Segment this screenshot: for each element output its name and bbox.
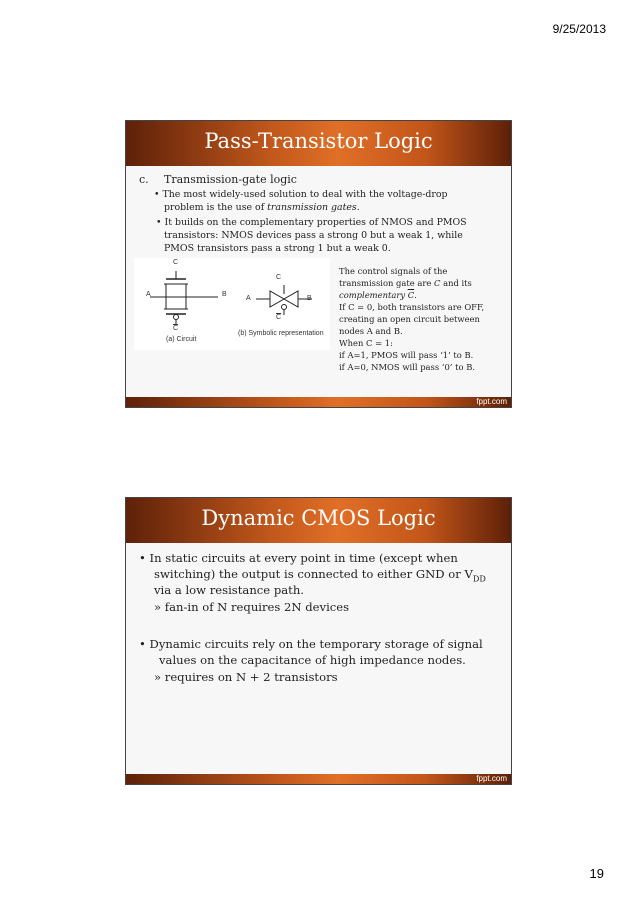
bullet1-line2: switching) the output is connected to either GND or $V_{DD}$ (154, 567, 486, 584)
symbol-label-b: B (307, 295, 312, 302)
circuit-label-c: C (173, 259, 179, 266)
circuit-label-cbar: $\overline{C}$ (173, 325, 179, 332)
item-marker: c. (139, 173, 149, 186)
sub-bullet-2: » requires on N + 2 transistors (154, 670, 338, 684)
bullet2-line1: • Dynamic circuits rely on the temporary storage of signal (139, 637, 483, 651)
bullet1-line2: problem is the use of transmission gates. (164, 202, 360, 213)
page-number: 19 (589, 866, 604, 881)
print-date: 9/25/2013 (552, 22, 606, 36)
note-line-5: creating an open circuit between (339, 314, 480, 324)
bullet1-line1: • The most widely-used solution to deal with the voltage-drop (154, 189, 448, 200)
note-line-4: If C = 0, both transistors are OFF, (339, 302, 485, 312)
bullet2-line3: PMOS transistors pass a strong 1 but a weak 0. (164, 243, 391, 254)
note-line-2: transmission gate are C and its (339, 278, 472, 288)
note-line-7: When C = 1: (339, 338, 393, 348)
title-band (126, 498, 511, 543)
slide-pass-transistor-logic (125, 120, 512, 408)
bullet1-line1: • In static circuits at every point in time (except when (139, 551, 458, 565)
note-line-6: nodes A and B. (339, 326, 403, 336)
slide-title: Pass-Transistor Logic (204, 129, 433, 153)
symbol-label-cbar: $\overline{C}$ (276, 314, 282, 321)
circuit-label-a: A (146, 291, 151, 298)
footer-band (126, 397, 511, 407)
note-line-8: if A=1, PMOS will pass ‘1’ to B. (339, 350, 474, 360)
item-title: Transmission-gate logic (164, 173, 297, 186)
brand-watermark: fppt.com (476, 397, 507, 406)
symbol-label-a: A (246, 295, 251, 302)
slide-dynamic-cmos-logic (125, 497, 512, 785)
bullet2-line2: transistors: NMOS devices pass a strong 0 but a weak 1, while (164, 230, 463, 241)
circuit-label-b: B (222, 291, 227, 298)
caption-symbolic: (b) Symbolic representation (238, 330, 324, 337)
title-band (126, 121, 511, 166)
caption-circuit: (a) Circuit (166, 336, 197, 343)
bullet1-line3: via a low resistance path. (154, 583, 304, 597)
bullet2-line1: • It builds on the complementary properties of NMOS and PMOS (156, 217, 467, 228)
note-line-3: complementary $\overline{C}$. (339, 290, 417, 300)
transmission-gate-circuit (136, 259, 236, 341)
transmission-gate-symbol (254, 281, 314, 317)
brand-watermark: fppt.com (476, 774, 507, 783)
note-line-1: The control signals of the (339, 266, 448, 276)
slide-title: Dynamic CMOS Logic (201, 506, 436, 530)
footer-band (126, 774, 511, 784)
bullet2-line2: values on the capacitance of high impedance nodes. (159, 653, 466, 667)
sub-bullet-1: » fan-in of N requires 2N devices (154, 600, 350, 614)
note-line-9: if A=0, NMOS will pass ‘0’ to B. (339, 362, 476, 372)
symbol-label-c: C (276, 274, 282, 281)
